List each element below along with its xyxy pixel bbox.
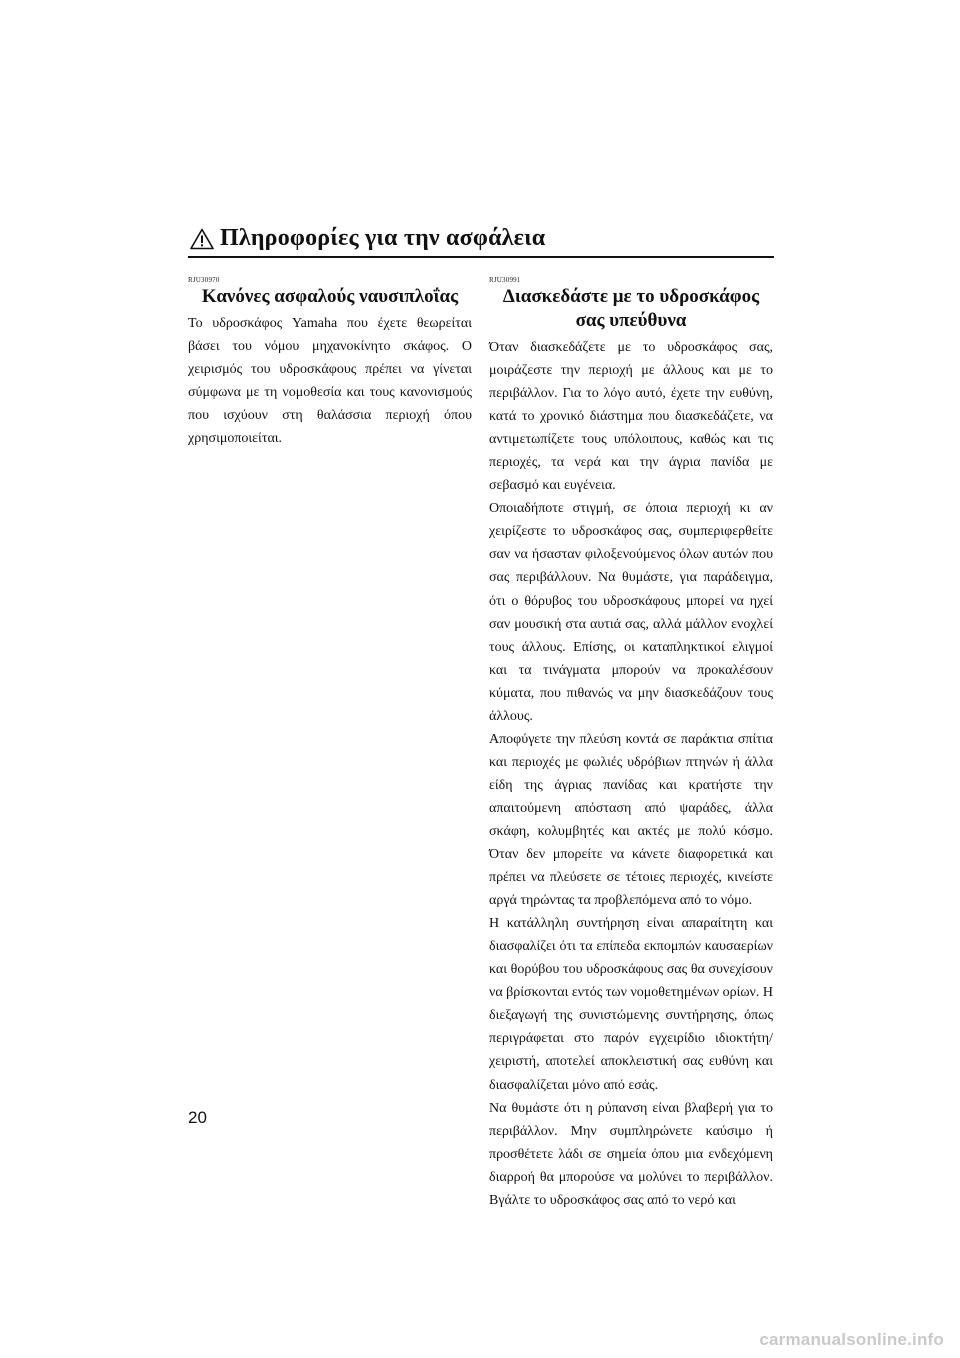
- paragraph: Το υδροσκάφος Yamaha που έχετε θεωρείται βάσει του νόμου μηχανοκίνητο σκάφος. Ο χειρισμός του υδροσκάφους πρέπει να γίνεται σύμφωνα με τη νομοθεσία και τους κανονισμούς που ισχύουν στη θαλάσσια περιοχή όπου χρησιμοποιείται.: [188, 316, 472, 447]
- page-number: 20: [188, 1108, 207, 1127]
- paragraph: Οποιαδήποτε στιγμή, σε όποια περιοχή κι αν χειρίζεστε το υδροσκάφος σας, συμπεριφερθείτε σαν να ήσασταν φιλοξενούμενος όλων αυτών που σας περιβάλλουν. Να θυμάστε, για παράδειγμα, ότι ο θόρυβος του υδροσκάφους μπορεί να ηχεί σαν μουσική στα αυτιά σας, αλλά μάλλον ενοχλεί τους άλλους. Επίσης, οι καταπληκτικοί ελιγμοί και τα τινάγματα μπορούν να προκαλέσουν κύματα, που πιθανώς να μην διασκεδάζουν τους άλλους.: [489, 501, 773, 724]
- watermark: carmanualsonline.info: [759, 1330, 944, 1349]
- paragraph: Όταν διασκεδάζετε με το υδροσκάφος σας, μοιράζεστε την περιοχή με άλλους και με το περιβάλλον. Για το λόγο αυτό, έχετε την ευθύνη, κατά το χρονικό διάστημα που διασκεδάζετε, να αντιμετωπίζετε τους υπόλοιπους, καθώς και τις περιοχές, τα νερά και την άγρια πανίδα με σεβασμό και ευγένεια.: [489, 340, 773, 494]
- section-title-line-1: Διασκεδάστε με το υδροσκάφος: [502, 286, 760, 307]
- paragraph: Να θυμάστε ότι η ρύπανση είναι βλαβερή για το περιβάλλον. Μην συμπληρώνετε καύσιμο ή προσθέτετε λάδι σε σημεία όπου μια ενδεχόμενη διαρροή θα μπορούσε να μολύνει το περιβάλλον. Βγάλτε το υδροσκάφος σας από το νερό και: [489, 1100, 773, 1208]
- warning-triangle-icon: [190, 228, 214, 250]
- page-header-title: Πληροφορίες για την ασφάλεια: [220, 225, 546, 251]
- paragraph: Αποφύγετε την πλεύση κοντά σε παράκτια σπίτια και περιοχές με φωλιές υδρόβιων πτηνών ή άλλα είδη της άγριας πανίδας και κρατήστε την απαιτούμενη απόσταση από ψαράδες, άλλα σκάφη, κολυμβητές και ακτές με πολύ κόσμο. Όταν δεν μπορείτε να κάνετε διαφορετικά και πρέπει να πλεύσετε σε τέτοιες περιοχές, κινείστε αργά τηρώντας τα προβλεπόμενα από το νόμο.: [489, 731, 773, 909]
- section-title-line-2: σας υπεύθυνα: [575, 310, 687, 331]
- section-title-enjoy-responsibly: [489, 285, 773, 333]
- paragraph: Η κατάλληλη συντήρηση είναι απαραίτητη και διασφαλίζει ότι τα επίπεδα εκπομπών καυσαερίων και θορύβου του υδροσκάφους σας θα συνεχίσουν να βρίσκονται εντός των νομοθετημένων ορίων. Η διεξαγωγή της συνιστώμενης συντήρησης, όπως περιγράφεται στο παρόν εγχειρίδιο ιδιοκτήτη/χειριστή, αποτελεί αποκλειστική σας ευθύνη και διασφαλίζεται μόνο από εσάς.: [489, 916, 773, 1093]
- section-code: RJU30991: [489, 276, 521, 284]
- page-header: [188, 226, 774, 258]
- right-column: [489, 276, 773, 1212]
- section-code: RJU30970: [188, 276, 220, 284]
- section-title-safe-navigation: Κανόνες ασφαλούς ναυσιπλοΐας: [201, 286, 459, 307]
- left-column: [188, 276, 472, 450]
